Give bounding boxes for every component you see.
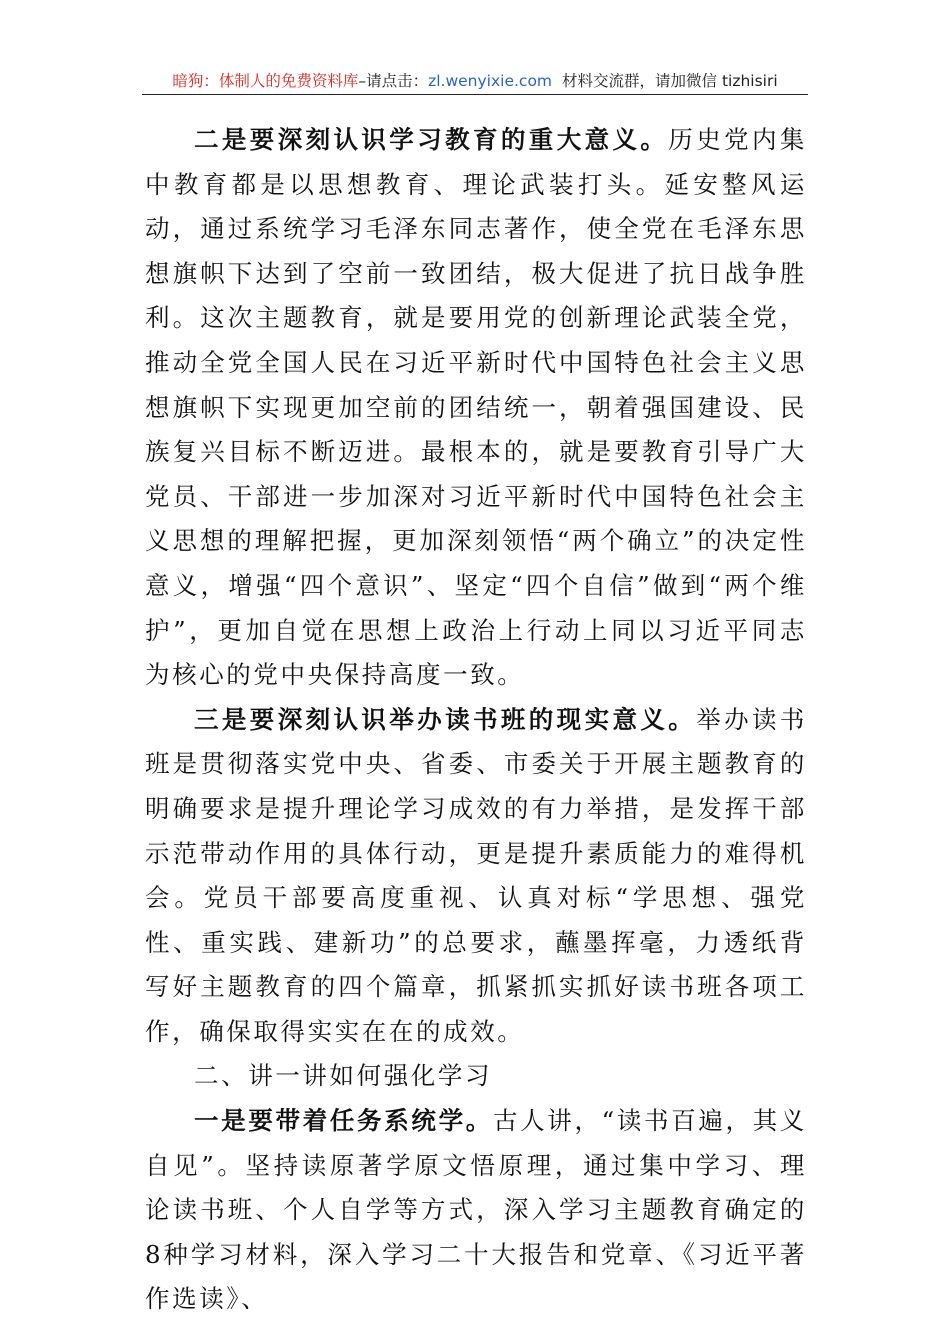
paragraph-lead: 二是要深刻认识学习教育的重大意义。 — [194, 125, 669, 154]
header-url-link[interactable]: zl.wenyixie.com — [428, 72, 553, 90]
paragraph-significance-education — [145, 118, 807, 698]
paragraph-body: 历史党内集中教育都是以思想教育、理论武装打头。延安整风运动，通过系统学习毛泽东同志著作，使全党在毛泽东思想旗帜下达到了空前一致团结，极大促进了抗日战争胜利。这次主题教育，就是要用党的创新理论武装全党，推动全党全国人民在习近平新时代中国特色社会主义思想旗帜下实现更加空前的团结统一，朝着强国建设、民族复兴目标不断迈进。最根本的，就是要教育引导广大党员、干部进一步加深对习近平新时代中国特色社会主义思想的理解把握，更加深刻领悟“两个确立”的决定性意义，增强“四个意识”、坚定“四个自信”做到“两个维护”，更加自觉在思想上政治上行动上同以习近平同志为核心的党中央保持高度一致。 — [145, 125, 807, 690]
page-header — [142, 70, 808, 95]
paragraph-systematic-learning — [145, 1099, 807, 1322]
paragraph-significance-reading-class — [145, 698, 807, 1055]
header-site-name: 暗狗：体制人的免费资料库 — [172, 72, 359, 90]
header-wechat-note: 材料交流群，请加微信 tizhisiri — [562, 72, 778, 90]
header-click-prompt: –请点击： — [358, 72, 429, 90]
paragraph-lead: 三是要深刻认识举办读书班的现实意义。 — [194, 704, 697, 734]
paragraph-body: 古人讲，“读书百遍，其义自见”。坚持读原著学原文悟原理，通过集中学习、理论读书班、个人自学等方式，深入学习主题教育确定的8种学习材料，深入学习二十大报告和党章、《习近平著作选读》、 — [145, 1106, 807, 1314]
paragraph-lead: 一是要带着任务系统学。 — [194, 1106, 493, 1136]
section-heading-strengthen-learning — [145, 1054, 807, 1099]
paragraph-body: 举办读书班是贯彻落实党中央、省委、市委关于开展主题教育的明确要求是提升理论学习成效的有力举措，是发挥干部示范带动作用的具体行动，更是提升素质能力的难得机会。党员干部要高度重视、认真对标“学思想、强党性、重实践、建新功”的总要求，蘸墨挥毫，力透纸背写好主题教育的四个篇章，抓紧抓实抓好读书班各项工作，确保取得实实在在的成效。 — [145, 704, 807, 1046]
section-heading-text: 二、讲一讲如何强化学习 — [194, 1061, 493, 1091]
document-body — [145, 118, 807, 1322]
